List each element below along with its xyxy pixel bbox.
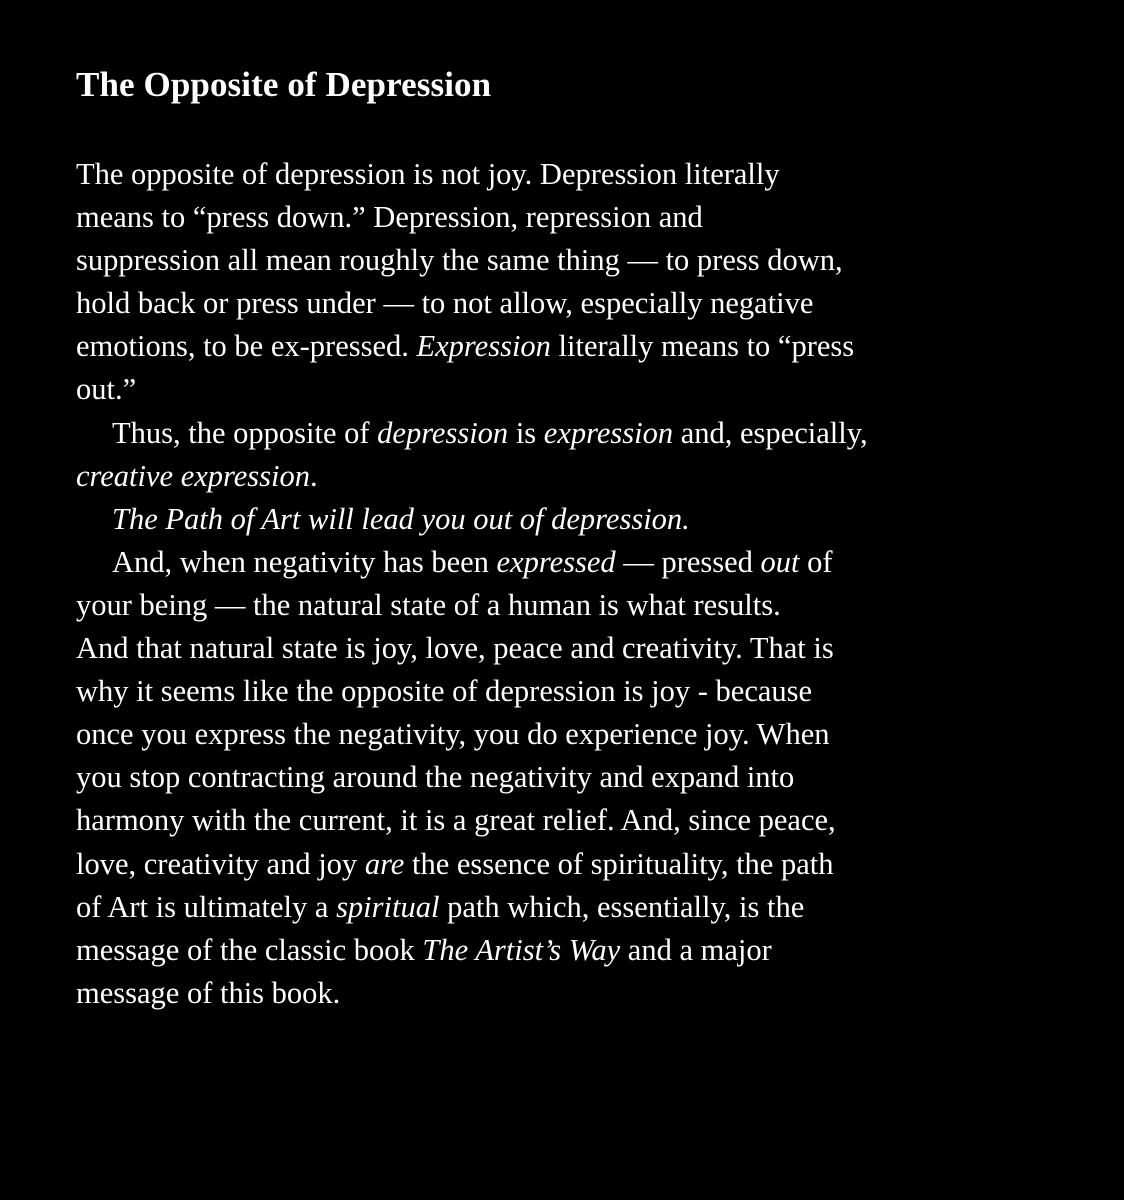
italic-text: spiritual bbox=[336, 889, 440, 924]
text-segment: hold back or press under — to not allow, especially negative bbox=[76, 286, 814, 321]
text-line bbox=[76, 584, 1066, 627]
text-line bbox=[76, 713, 1066, 756]
text-segment: and, especially, bbox=[673, 415, 868, 450]
text-segment: your being — the natural state of a human is what results. bbox=[76, 587, 781, 622]
italic-text: out bbox=[760, 544, 800, 579]
text-line bbox=[76, 196, 1066, 239]
text-line bbox=[76, 498, 1066, 541]
italic-text: The Path of Art will lead you out of depression. bbox=[112, 501, 690, 536]
text-line bbox=[76, 843, 1066, 886]
text-segment: and a major bbox=[620, 932, 772, 967]
text-segment: The opposite of depression is not joy. Depression literally bbox=[76, 157, 780, 191]
text-line bbox=[76, 627, 1066, 670]
text-segment: why it seems like the opposite of depression is joy - because bbox=[76, 674, 813, 709]
text-segment: . bbox=[310, 458, 318, 493]
italic-text: are bbox=[364, 846, 405, 881]
text-segment: of bbox=[799, 544, 833, 579]
document-page bbox=[76, 58, 1066, 1015]
italic-text: Expression bbox=[416, 329, 551, 364]
text-line bbox=[76, 886, 1066, 929]
text-segment: message of the classic book bbox=[76, 932, 423, 967]
italic-text: The Artist’s Way bbox=[422, 932, 621, 967]
text-line bbox=[76, 670, 1066, 713]
text-line bbox=[76, 153, 1066, 196]
text-segment: the essence of spirituality, the path bbox=[404, 846, 834, 881]
italic-text: expressed bbox=[496, 544, 616, 579]
italic-text: creative expression bbox=[76, 458, 311, 493]
text-segment: Thus, the opposite of bbox=[112, 415, 378, 450]
text-segment: emotions, to be ex-pressed. bbox=[76, 329, 417, 364]
text-segment: out.” bbox=[76, 372, 137, 407]
text-segment: love, creativity and joy bbox=[76, 846, 365, 881]
body-text bbox=[76, 153, 1066, 1015]
italic-text: depression bbox=[377, 415, 509, 450]
text-segment: — pressed bbox=[615, 544, 761, 579]
text-line bbox=[76, 972, 1066, 1015]
italic-text: expression bbox=[543, 415, 674, 450]
text-line bbox=[76, 929, 1066, 972]
text-segment: means to “press down.” Depression, repression and bbox=[76, 200, 703, 235]
text-line bbox=[76, 368, 1066, 411]
text-segment: of Art is ultimately a bbox=[76, 889, 337, 924]
text-line bbox=[76, 455, 1066, 498]
text-segment: literally means to “press bbox=[550, 329, 855, 364]
text-line bbox=[76, 799, 1066, 842]
text-line bbox=[76, 282, 1066, 325]
text-segment: And that natural state is joy, love, peace and creativity. That is bbox=[76, 631, 834, 666]
text-line bbox=[76, 239, 1066, 282]
page-title: The Opposite of Depression bbox=[76, 65, 492, 104]
text-line bbox=[76, 325, 1066, 368]
text-segment: path which, essentially, is the bbox=[439, 889, 805, 924]
text-segment: is bbox=[508, 415, 544, 450]
text-segment: once you express the negativity, you do experience joy. When bbox=[76, 717, 830, 752]
text-line bbox=[76, 756, 1066, 799]
text-segment: message of this book. bbox=[76, 975, 341, 1010]
text-line bbox=[76, 412, 1066, 455]
text-segment: And, when negativity has been bbox=[112, 544, 497, 579]
text-segment: suppression all mean roughly the same thing — to press down, bbox=[76, 243, 843, 278]
text-line bbox=[76, 541, 1066, 584]
text-segment: you stop contracting around the negativity and expand into bbox=[76, 760, 795, 795]
text-segment: harmony with the current, it is a great relief. And, since peace, bbox=[76, 803, 836, 838]
